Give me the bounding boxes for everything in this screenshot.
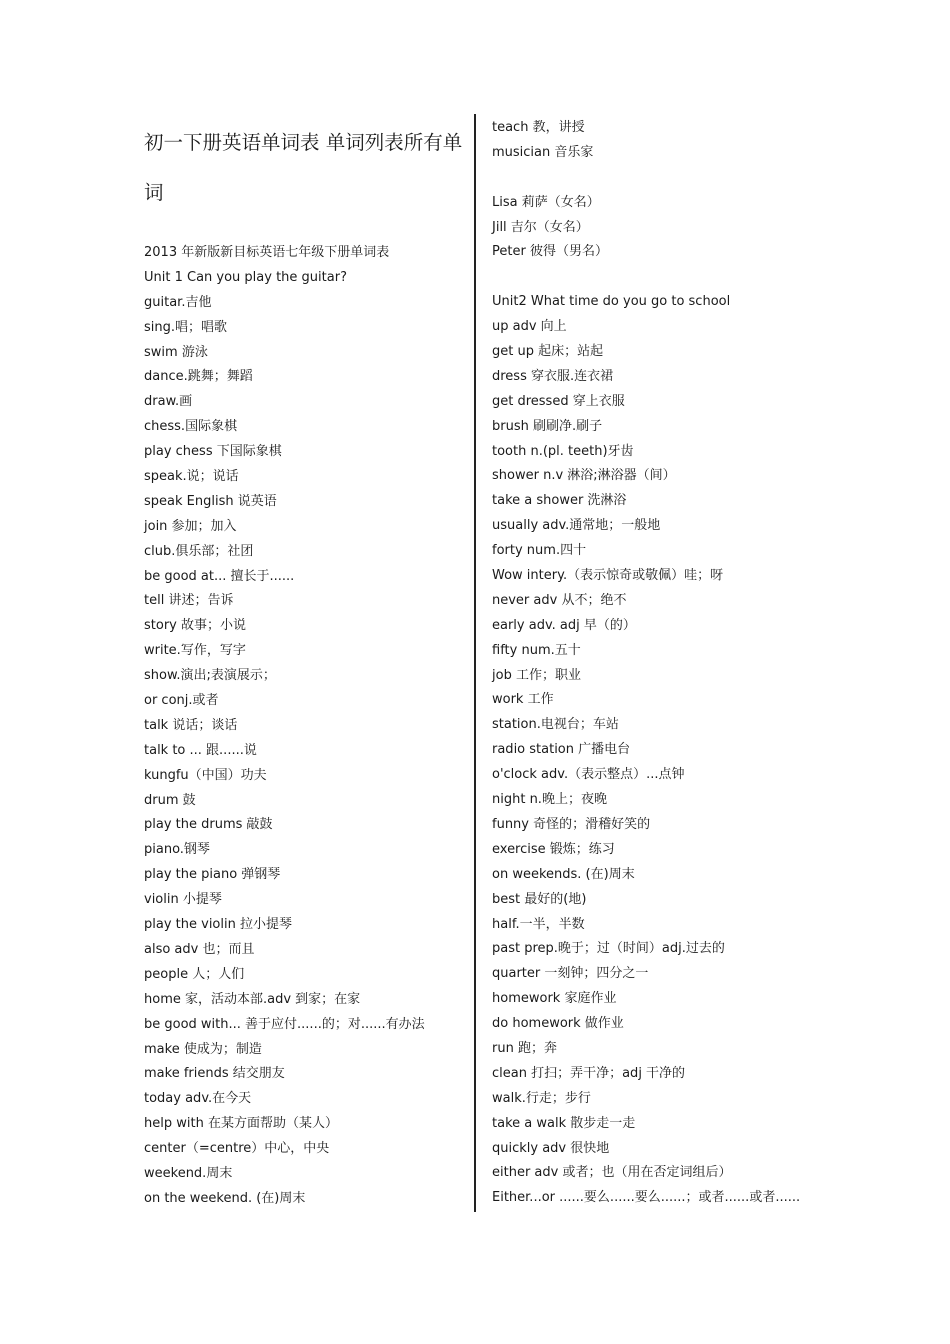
word-entry: help with 在某方面帮助（某人）: [144, 1116, 338, 1132]
word-entry: musician 音乐家: [492, 144, 594, 160]
word-entry: be good with... 善于应付......的；对......有办法: [144, 1016, 425, 1032]
word-entry: speak.说；说话: [144, 469, 239, 485]
word-entry: chess.国际象棋: [144, 419, 238, 435]
word-entry: Lisa 莉萨（女名）: [492, 194, 600, 210]
word-entry: make friends 结交朋友: [144, 1066, 285, 1082]
word-entry: run 跑；奔: [492, 1040, 557, 1056]
word-entry: write.写作，写字: [144, 643, 246, 659]
word-entry: get up 起床；站起: [492, 344, 604, 360]
word-entry: [492, 265, 800, 290]
word-entry: drum 鼓: [144, 792, 196, 808]
word-entry: tooth n.(pl. teeth)牙齿: [492, 443, 634, 459]
word-entry: draw.画: [144, 394, 193, 410]
word-entry: half.一半，半数: [492, 916, 585, 932]
word-entry: get dressed 穿上衣服: [492, 393, 625, 409]
word-entry: up adv 向上: [492, 319, 567, 335]
word-entry: fifty num.五十: [492, 642, 581, 658]
word-entry: weekend.周末: [144, 1165, 233, 1181]
word-entry: on weekends. (在)周末: [492, 866, 635, 882]
word-entry: work 工作: [492, 692, 554, 708]
word-entry: job 工作；职业: [492, 667, 581, 683]
word-entry: funny 奇怪的；滑稽好笑的: [492, 816, 651, 832]
word-entry: either adv 或者；也（用在否定词组后）: [492, 1165, 732, 1181]
word-entry: kungfu（中国）功夫: [144, 767, 267, 783]
left-word-list: [144, 241, 425, 1212]
word-entry: Either...or ......要么......要么......；或者......或者......: [492, 1190, 801, 1206]
word-entry: home 家，活动本部.adv 到家；在家: [144, 991, 361, 1007]
word-entry: walk.行走；步行: [492, 1090, 591, 1106]
word-entry: also adv 也；而且: [144, 941, 255, 957]
word-entry: homework 家庭作业: [492, 991, 617, 1007]
word-entry: quarter 一刻钟；四分之一: [492, 966, 649, 982]
word-entry: Unit2 What time do you go to school: [492, 294, 731, 310]
column-divider: [474, 114, 476, 1212]
word-entry: people 人；人们: [144, 966, 245, 982]
word-entry: past prep.晚于；过（时间）adj.过去的: [492, 941, 725, 957]
word-entry: take a shower 洗淋浴: [492, 493, 627, 509]
word-entry: be good at... 擅长于......: [144, 568, 295, 584]
word-entry: clean 打扫；弄干净；adj 干净的: [492, 1065, 686, 1081]
word-entry: o'clock adv.（表示整点）...点钟: [492, 767, 685, 783]
word-entry: speak English 说英语: [144, 493, 277, 509]
word-entry: dance.跳舞；舞蹈: [144, 369, 253, 385]
word-entry: talk 说话；谈话: [144, 717, 238, 733]
word-entry: do homework 做作业: [492, 1016, 624, 1032]
word-entry: play the violin 拉小提琴: [144, 917, 292, 933]
word-entry: forty num.四十: [492, 543, 587, 559]
word-entry: tell 讲述；告诉: [144, 593, 234, 609]
word-entry: early adv. adj 早（的）: [492, 617, 636, 633]
word-entry: Peter 彼得（男名）: [492, 244, 608, 260]
word-entry: piano.钢琴: [144, 842, 210, 858]
word-entry: night n.晚上；夜晚: [492, 792, 607, 808]
word-entry: shower n.v 淋浴;淋浴器（间）: [492, 468, 676, 484]
word-entry: play the drums 敲鼓: [144, 817, 273, 833]
word-entry: station.电视台；车站: [492, 717, 619, 733]
word-entry: quickly adv 很快地: [492, 1140, 610, 1156]
word-entry: play chess 下国际象棋: [144, 444, 282, 460]
word-entry: club.俱乐部；社团: [144, 543, 254, 559]
word-entry: make 使成为；制造: [144, 1041, 262, 1057]
document-title: 初一下册英语单词表 单词列表所有单词: [144, 131, 463, 204]
word-entry: or conj.或者: [144, 693, 219, 709]
word-entry: on the weekend. (在)周末: [144, 1190, 306, 1206]
word-entry: never adv 从不；绝不: [492, 592, 627, 608]
word-entry: guitar.吉他: [144, 294, 212, 310]
word-entry: today adv.在今天: [144, 1091, 252, 1107]
word-entry: radio station 广播电台: [492, 742, 631, 758]
word-entry: join 参加；加入: [144, 518, 237, 534]
word-entry: center（=centre）中心，中央: [144, 1141, 330, 1157]
word-entry: teach 教，讲授: [492, 120, 585, 135]
word-entry: story 故事；小说: [144, 618, 246, 634]
word-entry: Unit 1 Can you play the guitar?: [144, 269, 347, 285]
word-entry: Wow intery.（表示惊奇或敬佩）哇；呀: [492, 568, 724, 584]
word-entry: take a walk 散步走一走: [492, 1115, 636, 1131]
word-entry: 2013 年新版新目标英语七年级下册单词表: [144, 245, 390, 260]
word-entry: talk to ... 跟......说: [144, 742, 257, 758]
word-entry: violin 小提琴: [144, 892, 222, 908]
word-entry: play the piano 弹钢琴: [144, 867, 281, 883]
word-entry: swim 游泳: [144, 344, 208, 360]
word-entry: Jill 吉尔（女名）: [492, 219, 589, 235]
word-entry: best 最好的(地): [492, 891, 587, 907]
right-word-list: [492, 116, 800, 1211]
word-entry: usually adv.通常地；一般地: [492, 518, 661, 534]
word-entry: show.演出;表演展示；: [144, 668, 276, 684]
word-entry: exercise 锻炼；练习: [492, 841, 615, 857]
word-entry: [492, 166, 800, 191]
word-entry: sing.唱；唱歌: [144, 319, 228, 335]
word-entry: dress 穿衣服.连衣裙: [492, 368, 614, 384]
word-entry: brush 刷刷净.刷子: [492, 418, 603, 434]
